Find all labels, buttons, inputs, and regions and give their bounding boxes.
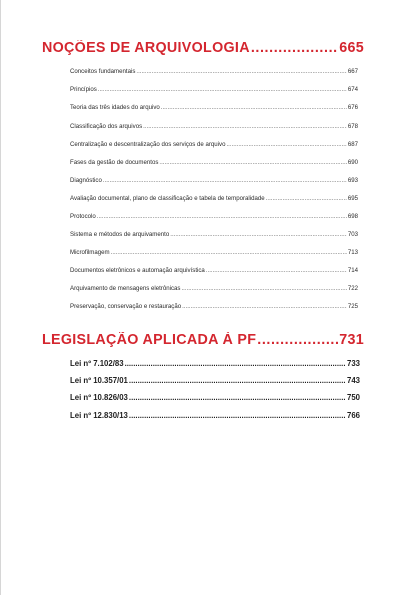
toc-entry[interactable]	[70, 123, 358, 130]
page-left-border	[0, 0, 1, 595]
dot-leader	[206, 267, 347, 274]
toc-entry-label: Lei nº 12.830/13	[70, 411, 128, 420]
toc-entry-label: Preservação, conservação e restauração	[70, 303, 182, 310]
toc-entry-label: Lei nº 7.102/83	[70, 359, 124, 368]
dot-leader	[129, 376, 346, 385]
toc-entry-page: 703	[347, 231, 358, 238]
toc-entry[interactable]	[70, 231, 358, 238]
section-page-number: 731	[339, 332, 364, 348]
section-title-legislacao[interactable]	[42, 332, 364, 348]
toc-entry[interactable]	[70, 86, 358, 93]
toc-entry-label: Lei nº 10.357/01	[70, 376, 128, 385]
dot-leader	[161, 104, 347, 111]
section-title-text: NOÇÕES DE ARQUIVOLOGIA	[42, 40, 250, 56]
toc-entry-label: Arquivamento de mensagens eletrônicas	[70, 285, 181, 292]
dot-leader	[159, 159, 346, 166]
toc-entry-page: 667	[347, 68, 358, 75]
toc-entry[interactable]	[70, 68, 358, 75]
section-title-text: LEGISLAÇÃO APLICADA À PF	[42, 332, 257, 348]
section-page-number: 665	[339, 40, 364, 56]
toc-entry-label: Diagnóstico	[70, 177, 102, 184]
toc-entry[interactable]	[70, 213, 358, 220]
dot-leader	[251, 40, 338, 56]
toc-entry-label: Fases da gestão de documentos	[70, 159, 159, 166]
dot-leader	[257, 332, 338, 348]
toc-entry-page: 693	[347, 177, 358, 184]
toc-entry-page: 678	[347, 123, 358, 130]
dot-leader	[97, 213, 347, 220]
toc-entry-page: 690	[347, 159, 358, 166]
toc-entry[interactable]	[70, 195, 358, 202]
toc-entry[interactable]	[70, 177, 358, 184]
toc-entry-page: 743	[346, 376, 360, 385]
toc-entry[interactable]	[70, 303, 358, 310]
dot-leader	[111, 249, 347, 256]
toc-entry-label: Classificação dos arquivos	[70, 123, 143, 130]
toc-entry-page: 674	[347, 86, 358, 93]
toc-entry-page: 722	[347, 285, 358, 292]
toc-entry[interactable]	[70, 285, 358, 292]
toc-entry[interactable]	[70, 249, 358, 256]
toc-entry-law[interactable]	[70, 376, 360, 385]
toc-entry-label: Lei nº 10.826/03	[70, 393, 128, 402]
toc-entry-page: 698	[347, 213, 358, 220]
dot-leader	[129, 393, 346, 402]
toc-entry[interactable]	[70, 141, 358, 148]
toc-entry-page: 713	[347, 249, 358, 256]
toc-entry-label: Protocolo	[70, 213, 96, 220]
toc-entry-label: Centralização e descentralização dos serviços de arquivo	[70, 141, 226, 148]
toc-entry-label: Microfilmagem	[70, 249, 110, 256]
dot-leader	[125, 359, 346, 368]
toc-entry-law[interactable]	[70, 393, 360, 402]
toc-entry-page: 733	[346, 359, 360, 368]
toc-entry[interactable]	[70, 159, 358, 166]
toc-entry-page: 687	[347, 141, 358, 148]
dot-leader	[181, 285, 346, 292]
dot-leader	[182, 303, 347, 310]
dot-leader	[143, 123, 347, 130]
toc-entry-label: Documentos eletrônicos e automação arquivística	[70, 267, 205, 274]
toc-entry-law[interactable]	[70, 359, 360, 368]
dot-leader	[170, 231, 347, 238]
dot-leader	[103, 177, 347, 184]
toc-entry-label: Avaliação documental, plano de classificação e tabela de temporalidade	[70, 195, 265, 202]
dot-leader	[266, 195, 347, 202]
section-title-arquivologia[interactable]	[42, 40, 364, 56]
toc-entry-label: Sistema e métodos de arquivamento	[70, 231, 170, 238]
toc-entry[interactable]	[70, 104, 358, 111]
toc-entry-law[interactable]	[70, 411, 360, 420]
toc-entry-label: Teoria das três idades do arquivo	[70, 104, 160, 111]
dot-leader	[226, 141, 346, 148]
toc-entry-page: 750	[346, 393, 360, 402]
toc-entry-label: Princípios	[70, 86, 97, 93]
toc-entry-label: Conceitos fundamentais	[70, 68, 136, 75]
dot-leader	[98, 86, 347, 93]
toc-entry-page: 695	[347, 195, 358, 202]
toc-entry[interactable]	[70, 267, 358, 274]
dot-leader	[129, 411, 346, 420]
toc-entry-page: 714	[347, 267, 358, 274]
dot-leader	[136, 68, 346, 75]
toc-entry-page: 725	[347, 303, 358, 310]
toc-entry-page: 766	[346, 411, 360, 420]
toc-entry-page: 676	[347, 104, 358, 111]
